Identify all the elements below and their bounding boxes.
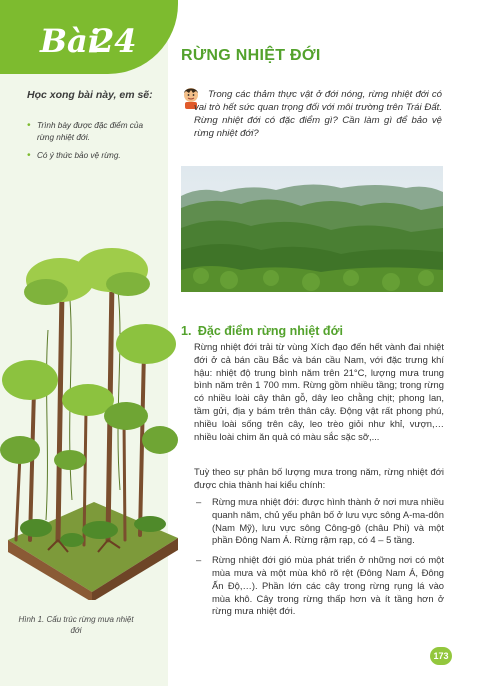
section-paragraph-1: Rừng nhiệt đới trải từ vùng Xích đạo đến hết vành đai nhiệt đới ở cả bán cầu Bắc và bán cầu Nam, với đặc trưng khí hậu: nhiệt độ trung bình năm trên 21°C, lượng mưa trung bình năm trên 1 700 mm. Rừng gồm nhiều tầng; trong rừng có nhiều loài cây thân gỗ, dây leo chằng chịt; phong lan, tầm gửi, địa y bám trên thân cây. Động vật rất phong phú, nhiều loài sống trên cây, leo trèo giỏi như khỉ, vượn,… nhiều loài chim ăn quả có màu sắc sặc sỡ,... — [194, 341, 444, 442]
forest-type-item: – Rừng mưa nhiệt đới: được hình thành ở nơi mưa nhiều quanh năm, chủ yếu phân bố ở lưu vực sông A-ma-dôn (Nam Mỹ), lưu vực sông Công-gô (châu Phi) và một phần Đông Nam Á. Rừng rậm rạp, có 4 – 5 tầng. — [194, 496, 444, 547]
section-paragraph-2: Tuỳ theo sự phân bố lượng mưa trong năm, rừng nhiệt đới được chia thành hai kiểu chính: — [194, 466, 444, 490]
objectives-list — [27, 120, 159, 168]
forest-types-list — [194, 496, 444, 625]
objective-item: • Có ý thức bảo vệ rừng. — [27, 150, 159, 162]
lesson-word: Bài — [40, 22, 100, 60]
left-sidebar — [0, 0, 168, 686]
page-number: 173 — [430, 647, 452, 665]
page-title: RỪNG NHIỆT ĐỚI — [181, 47, 321, 64]
objective-item: • Trình bày được đặc điểm của rừng nhiệt đới. — [27, 120, 159, 144]
rainforest-landscape-photo — [181, 166, 443, 292]
forest-type-item: – Rừng nhiệt đới gió mùa phát triển ở những nơi có một mùa mưa và một mùa khô rõ rệt (Đông Nam Á, Đông Ấn Độ,…). Phần lớn các cây trong rừng rụng lá vào mùa khô. Cây trong rừng thấp hơn và ít tầng hơn ở rừng mưa nhiệt đới. — [194, 554, 444, 618]
section-number: 1. — [181, 324, 192, 338]
figure-caption: Hình 1. Cấu trúc rừng mưa nhiệt đới — [18, 615, 134, 635]
section-title: Đặc điểm rừng nhiệt đới — [197, 324, 343, 338]
lesson-number: 24 — [92, 22, 137, 60]
rainforest-structure-illustration — [0, 240, 180, 600]
intro-question: Trong các thảm thực vật ở đới nóng, rừng nhiệt đới có vai trò hết sức quan trọng đối với môi trường trên Trái Đất. Rừng nhiệt đới có đặc điểm gì? Cần làm gì để bảo vệ rừng nhiệt đới? — [194, 89, 442, 139]
section-heading — [181, 322, 443, 340]
objectives-heading: Học xong bài này, em sẽ: — [27, 89, 153, 101]
lesson-badge — [0, 0, 178, 74]
